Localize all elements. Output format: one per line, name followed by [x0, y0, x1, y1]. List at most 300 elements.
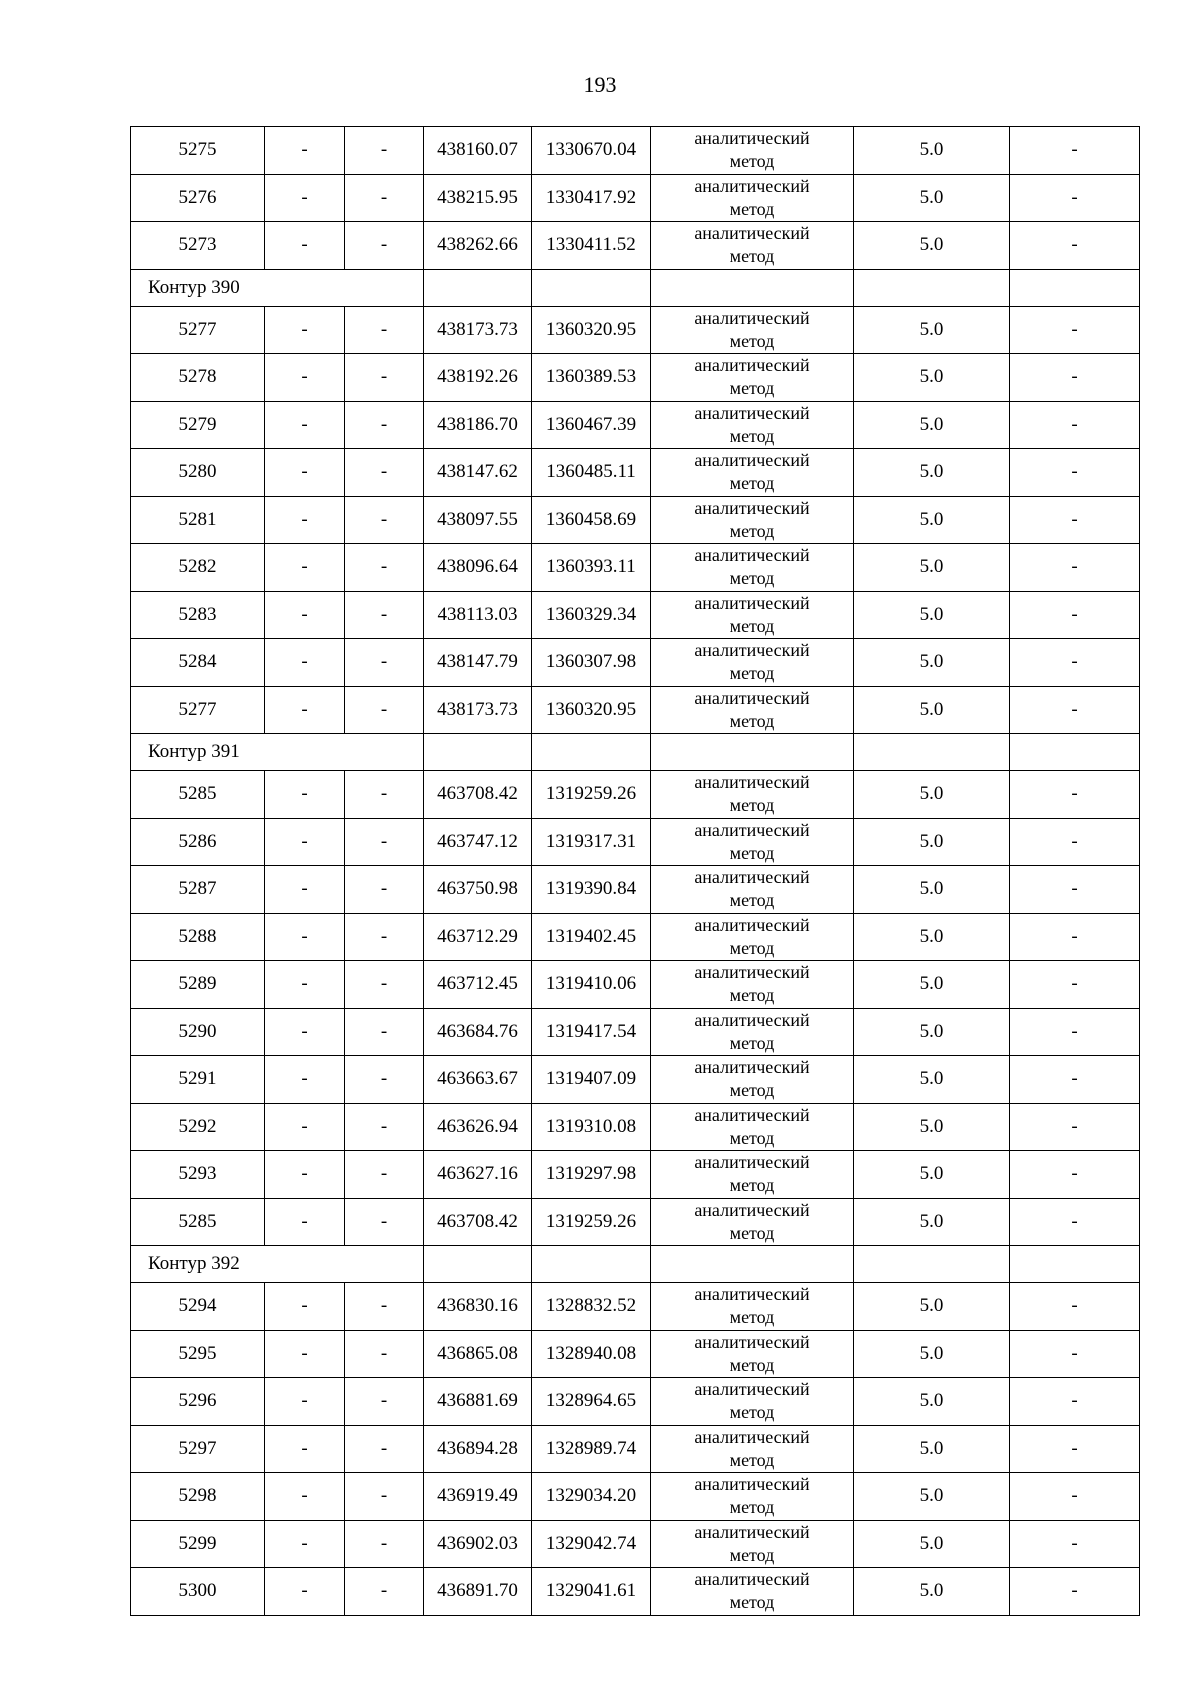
- table-row: [131, 449, 1140, 497]
- last-column-cell: -: [1010, 1103, 1140, 1151]
- page-number: 193: [583, 72, 617, 97]
- method-line-1: аналитический: [694, 497, 810, 518]
- method-line-2: метод: [729, 198, 775, 219]
- accuracy-cell: 5.0: [854, 306, 1010, 354]
- method-cell: [651, 818, 854, 866]
- method-line-2: метод: [729, 425, 775, 446]
- empty-cell: [651, 1246, 854, 1283]
- x-coordinate-cell: 463708.42: [424, 771, 532, 819]
- table-row: [131, 1056, 1140, 1104]
- column-2-cell: -: [265, 544, 345, 592]
- method-cell: [651, 961, 854, 1009]
- method-line-1: аналитический: [694, 355, 810, 376]
- method-line-2: метод: [729, 842, 775, 863]
- table-row: [131, 1198, 1140, 1246]
- method-line-2: метод: [729, 568, 775, 589]
- method-line-1: аналитический: [694, 223, 810, 244]
- table-row: [131, 1151, 1140, 1199]
- point-id-cell: 5286: [131, 818, 265, 866]
- table-row: [131, 1378, 1140, 1426]
- table-row: [131, 1008, 1140, 1056]
- table-row: [131, 1103, 1140, 1151]
- table-row: [131, 401, 1140, 449]
- y-coordinate-cell: 1360458.69: [532, 496, 651, 544]
- column-3-cell: -: [345, 544, 424, 592]
- accuracy-cell: 5.0: [854, 354, 1010, 402]
- accuracy-cell: 5.0: [854, 449, 1010, 497]
- method-line-2: метод: [729, 663, 775, 684]
- method-line-2: метод: [729, 1592, 775, 1613]
- method-cell: [651, 306, 854, 354]
- x-coordinate-cell: 436891.70: [424, 1568, 532, 1616]
- point-id-cell: 5277: [131, 306, 265, 354]
- column-2-cell: -: [265, 449, 345, 497]
- x-coordinate-cell: 463663.67: [424, 1056, 532, 1104]
- last-column-cell: -: [1010, 1198, 1140, 1246]
- method-cell: [651, 771, 854, 819]
- point-id-cell: 5273: [131, 222, 265, 270]
- column-3-cell: -: [345, 1056, 424, 1104]
- point-id-cell: 5275: [131, 127, 265, 175]
- accuracy-cell: 5.0: [854, 1473, 1010, 1521]
- method-line-2: метод: [729, 1402, 775, 1423]
- column-2-cell: -: [265, 913, 345, 961]
- last-column-cell: -: [1010, 1283, 1140, 1331]
- accuracy-cell: 5.0: [854, 686, 1010, 734]
- accuracy-cell: 5.0: [854, 1103, 1010, 1151]
- method-line-2: метод: [729, 795, 775, 816]
- table-row: [131, 591, 1140, 639]
- y-coordinate-cell: 1319417.54: [532, 1008, 651, 1056]
- y-coordinate-cell: 1319310.08: [532, 1103, 651, 1151]
- method-cell: [651, 913, 854, 961]
- y-coordinate-cell: 1360320.95: [532, 686, 651, 734]
- method-cell: [651, 1151, 854, 1199]
- accuracy-cell: 5.0: [854, 1008, 1010, 1056]
- contour-label: Контур 390: [131, 269, 424, 306]
- x-coordinate-cell: 438160.07: [424, 127, 532, 175]
- column-3-cell: -: [345, 496, 424, 544]
- method-line-2: метод: [729, 246, 775, 267]
- column-2-cell: -: [265, 686, 345, 734]
- method-line-2: метод: [729, 378, 775, 399]
- method-line-1: аналитический: [694, 687, 810, 708]
- method-cell: [651, 866, 854, 914]
- x-coordinate-cell: 438262.66: [424, 222, 532, 270]
- column-3-cell: -: [345, 1520, 424, 1568]
- method-cell: [651, 1198, 854, 1246]
- column-3-cell: -: [345, 1473, 424, 1521]
- table-row: [131, 222, 1140, 270]
- y-coordinate-cell: 1360320.95: [532, 306, 651, 354]
- column-2-cell: -: [265, 639, 345, 687]
- method-cell: [651, 639, 854, 687]
- method-line-2: метод: [729, 890, 775, 911]
- column-3-cell: -: [345, 591, 424, 639]
- accuracy-cell: 5.0: [854, 771, 1010, 819]
- table-row: [131, 866, 1140, 914]
- table-row: [131, 1425, 1140, 1473]
- last-column-cell: -: [1010, 354, 1140, 402]
- table-row: [131, 1568, 1140, 1616]
- point-id-cell: 5288: [131, 913, 265, 961]
- method-cell: [651, 1473, 854, 1521]
- column-2-cell: -: [265, 961, 345, 1009]
- method-line-1: аналитический: [694, 1569, 810, 1590]
- method-line-2: метод: [729, 615, 775, 636]
- method-line-1: аналитический: [694, 1057, 810, 1078]
- point-id-cell: 5294: [131, 1283, 265, 1331]
- empty-cell: [854, 269, 1010, 306]
- method-line-2: метод: [729, 1222, 775, 1243]
- y-coordinate-cell: 1330670.04: [532, 127, 651, 175]
- method-cell: [651, 127, 854, 175]
- contour-label: Контур 392: [131, 1246, 424, 1283]
- point-id-cell: 5298: [131, 1473, 265, 1521]
- column-2-cell: -: [265, 1520, 345, 1568]
- method-cell: [651, 449, 854, 497]
- point-id-cell: 5279: [131, 401, 265, 449]
- empty-cell: [1010, 269, 1140, 306]
- column-3-cell: -: [345, 818, 424, 866]
- method-cell: [651, 1378, 854, 1426]
- x-coordinate-cell: 463684.76: [424, 1008, 532, 1056]
- point-id-cell: 5293: [131, 1151, 265, 1199]
- accuracy-cell: 5.0: [854, 1425, 1010, 1473]
- table-row: [131, 1473, 1140, 1521]
- last-column-cell: -: [1010, 1520, 1140, 1568]
- y-coordinate-cell: 1319297.98: [532, 1151, 651, 1199]
- y-coordinate-cell: 1360307.98: [532, 639, 651, 687]
- x-coordinate-cell: 438186.70: [424, 401, 532, 449]
- method-line-1: аналитический: [694, 402, 810, 423]
- method-line-1: аналитический: [694, 1284, 810, 1305]
- accuracy-cell: 5.0: [854, 1330, 1010, 1378]
- coordinates-table: [130, 126, 1140, 1616]
- x-coordinate-cell: 436919.49: [424, 1473, 532, 1521]
- method-cell: [651, 1520, 854, 1568]
- column-3-cell: -: [345, 449, 424, 497]
- method-line-2: метод: [729, 1032, 775, 1053]
- column-3-cell: -: [345, 401, 424, 449]
- empty-cell: [532, 1246, 651, 1283]
- accuracy-cell: 5.0: [854, 1378, 1010, 1426]
- x-coordinate-cell: 436894.28: [424, 1425, 532, 1473]
- y-coordinate-cell: 1360485.11: [532, 449, 651, 497]
- method-line-2: метод: [729, 1497, 775, 1518]
- column-3-cell: -: [345, 174, 424, 222]
- method-line-2: метод: [729, 473, 775, 494]
- empty-cell: [651, 734, 854, 771]
- column-2-cell: -: [265, 1198, 345, 1246]
- accuracy-cell: 5.0: [854, 639, 1010, 687]
- method-line-1: аналитический: [694, 1009, 810, 1030]
- x-coordinate-cell: 438097.55: [424, 496, 532, 544]
- contour-header-row: [131, 269, 1140, 306]
- point-id-cell: 5289: [131, 961, 265, 1009]
- y-coordinate-cell: 1319410.06: [532, 961, 651, 1009]
- accuracy-cell: 5.0: [854, 818, 1010, 866]
- y-coordinate-cell: 1360467.39: [532, 401, 651, 449]
- column-3-cell: -: [345, 1378, 424, 1426]
- last-column-cell: -: [1010, 1425, 1140, 1473]
- table-row: [131, 174, 1140, 222]
- table-row: [131, 913, 1140, 961]
- point-id-cell: 5290: [131, 1008, 265, 1056]
- last-column-cell: -: [1010, 771, 1140, 819]
- method-line-2: метод: [729, 1080, 775, 1101]
- column-3-cell: -: [345, 222, 424, 270]
- point-id-cell: 5292: [131, 1103, 265, 1151]
- last-column-cell: -: [1010, 449, 1140, 497]
- x-coordinate-cell: 436865.08: [424, 1330, 532, 1378]
- point-id-cell: 5276: [131, 174, 265, 222]
- y-coordinate-cell: 1319390.84: [532, 866, 651, 914]
- accuracy-cell: 5.0: [854, 1198, 1010, 1246]
- y-coordinate-cell: 1330417.92: [532, 174, 651, 222]
- x-coordinate-cell: 438096.64: [424, 544, 532, 592]
- last-column-cell: -: [1010, 1378, 1140, 1426]
- x-coordinate-cell: 438215.95: [424, 174, 532, 222]
- method-line-1: аналитический: [694, 914, 810, 935]
- method-cell: [651, 544, 854, 592]
- accuracy-cell: 5.0: [854, 1568, 1010, 1616]
- column-3-cell: -: [345, 354, 424, 402]
- y-coordinate-cell: 1360393.11: [532, 544, 651, 592]
- y-coordinate-cell: 1329041.61: [532, 1568, 651, 1616]
- y-coordinate-cell: 1328964.65: [532, 1378, 651, 1426]
- method-cell: [651, 401, 854, 449]
- x-coordinate-cell: 438113.03: [424, 591, 532, 639]
- column-2-cell: -: [265, 1473, 345, 1521]
- y-coordinate-cell: 1329042.74: [532, 1520, 651, 1568]
- contour-label: Контур 391: [131, 734, 424, 771]
- method-cell: [651, 1008, 854, 1056]
- column-2-cell: -: [265, 1330, 345, 1378]
- point-id-cell: 5285: [131, 771, 265, 819]
- method-line-1: аналитический: [694, 1331, 810, 1352]
- empty-cell: [651, 269, 854, 306]
- column-2-cell: -: [265, 401, 345, 449]
- table-row: [131, 639, 1140, 687]
- y-coordinate-cell: 1360329.34: [532, 591, 651, 639]
- y-coordinate-cell: 1360389.53: [532, 354, 651, 402]
- table-row: [131, 1330, 1140, 1378]
- table-row: [131, 1283, 1140, 1331]
- x-coordinate-cell: 463627.16: [424, 1151, 532, 1199]
- method-line-2: метод: [729, 937, 775, 958]
- column-3-cell: -: [345, 1198, 424, 1246]
- point-id-cell: 5287: [131, 866, 265, 914]
- method-line-2: метод: [729, 520, 775, 541]
- column-2-cell: -: [265, 1103, 345, 1151]
- last-column-cell: -: [1010, 686, 1140, 734]
- method-line-2: метод: [729, 1544, 775, 1565]
- column-3-cell: -: [345, 127, 424, 175]
- column-3-cell: -: [345, 1568, 424, 1616]
- y-coordinate-cell: 1319259.26: [532, 771, 651, 819]
- table-row: [131, 771, 1140, 819]
- y-coordinate-cell: 1319259.26: [532, 1198, 651, 1246]
- method-line-1: аналитический: [694, 819, 810, 840]
- method-line-1: аналитический: [694, 1152, 810, 1173]
- column-3-cell: -: [345, 639, 424, 687]
- column-3-cell: -: [345, 913, 424, 961]
- method-cell: [651, 174, 854, 222]
- point-id-cell: 5280: [131, 449, 265, 497]
- last-column-cell: -: [1010, 591, 1140, 639]
- point-id-cell: 5281: [131, 496, 265, 544]
- table-row: [131, 496, 1140, 544]
- last-column-cell: -: [1010, 866, 1140, 914]
- x-coordinate-cell: 438173.73: [424, 306, 532, 354]
- y-coordinate-cell: 1319407.09: [532, 1056, 651, 1104]
- method-cell: [651, 222, 854, 270]
- contour-header-row: [131, 734, 1140, 771]
- method-line-1: аналитический: [694, 545, 810, 566]
- method-line-1: аналитический: [694, 1379, 810, 1400]
- table-row: [131, 686, 1140, 734]
- method-cell: [651, 686, 854, 734]
- point-id-cell: 5283: [131, 591, 265, 639]
- method-line-1: аналитический: [694, 772, 810, 793]
- table-row: [131, 544, 1140, 592]
- column-2-cell: -: [265, 1056, 345, 1104]
- accuracy-cell: 5.0: [854, 591, 1010, 639]
- last-column-cell: -: [1010, 544, 1140, 592]
- last-column-cell: -: [1010, 639, 1140, 687]
- last-column-cell: -: [1010, 913, 1140, 961]
- method-line-2: метод: [729, 151, 775, 172]
- point-id-cell: 5278: [131, 354, 265, 402]
- column-3-cell: -: [345, 866, 424, 914]
- x-coordinate-cell: 463747.12: [424, 818, 532, 866]
- method-line-2: метод: [729, 1175, 775, 1196]
- column-2-cell: -: [265, 174, 345, 222]
- point-id-cell: 5291: [131, 1056, 265, 1104]
- method-line-1: аналитический: [694, 592, 810, 613]
- empty-cell: [424, 269, 532, 306]
- point-id-cell: 5282: [131, 544, 265, 592]
- accuracy-cell: 5.0: [854, 1520, 1010, 1568]
- method-line-2: метод: [729, 330, 775, 351]
- last-column-cell: -: [1010, 1008, 1140, 1056]
- accuracy-cell: 5.0: [854, 496, 1010, 544]
- x-coordinate-cell: 436830.16: [424, 1283, 532, 1331]
- method-line-2: метод: [729, 985, 775, 1006]
- accuracy-cell: 5.0: [854, 222, 1010, 270]
- x-coordinate-cell: 463626.94: [424, 1103, 532, 1151]
- table-row: [131, 306, 1140, 354]
- method-cell: [651, 1103, 854, 1151]
- column-2-cell: -: [265, 496, 345, 544]
- method-line-2: метод: [729, 1307, 775, 1328]
- point-id-cell: 5277: [131, 686, 265, 734]
- method-line-1: аналитический: [694, 1474, 810, 1495]
- method-cell: [651, 1330, 854, 1378]
- last-column-cell: -: [1010, 306, 1140, 354]
- column-3-cell: -: [345, 1008, 424, 1056]
- empty-cell: [1010, 734, 1140, 771]
- table-body: [131, 127, 1140, 1616]
- x-coordinate-cell: 438147.62: [424, 449, 532, 497]
- x-coordinate-cell: 436881.69: [424, 1378, 532, 1426]
- y-coordinate-cell: 1330411.52: [532, 222, 651, 270]
- method-cell: [651, 591, 854, 639]
- column-2-cell: -: [265, 127, 345, 175]
- x-coordinate-cell: 436902.03: [424, 1520, 532, 1568]
- y-coordinate-cell: 1328832.52: [532, 1283, 651, 1331]
- last-column-cell: -: [1010, 1151, 1140, 1199]
- column-3-cell: -: [345, 1425, 424, 1473]
- accuracy-cell: 5.0: [854, 401, 1010, 449]
- point-id-cell: 5284: [131, 639, 265, 687]
- last-column-cell: -: [1010, 1473, 1140, 1521]
- method-line-2: метод: [729, 1449, 775, 1470]
- table-row: [131, 127, 1140, 175]
- column-2-cell: -: [265, 1425, 345, 1473]
- column-2-cell: -: [265, 1151, 345, 1199]
- point-id-cell: 5297: [131, 1425, 265, 1473]
- table-row: [131, 1520, 1140, 1568]
- column-2-cell: -: [265, 1008, 345, 1056]
- method-line-1: аналитический: [694, 128, 810, 149]
- method-line-2: метод: [729, 710, 775, 731]
- method-line-2: метод: [729, 1127, 775, 1148]
- point-id-cell: 5285: [131, 1198, 265, 1246]
- column-2-cell: -: [265, 1378, 345, 1426]
- contour-header-row: [131, 1246, 1140, 1283]
- column-2-cell: -: [265, 222, 345, 270]
- column-3-cell: -: [345, 771, 424, 819]
- column-2-cell: -: [265, 1283, 345, 1331]
- accuracy-cell: 5.0: [854, 961, 1010, 1009]
- empty-cell: [424, 1246, 532, 1283]
- empty-cell: [532, 269, 651, 306]
- accuracy-cell: 5.0: [854, 1283, 1010, 1331]
- method-cell: [651, 1425, 854, 1473]
- last-column-cell: -: [1010, 496, 1140, 544]
- column-3-cell: -: [345, 1103, 424, 1151]
- accuracy-cell: 5.0: [854, 174, 1010, 222]
- column-2-cell: -: [265, 1568, 345, 1616]
- point-id-cell: 5296: [131, 1378, 265, 1426]
- last-column-cell: -: [1010, 174, 1140, 222]
- empty-cell: [424, 734, 532, 771]
- method-cell: [651, 496, 854, 544]
- column-3-cell: -: [345, 1151, 424, 1199]
- method-line-1: аналитический: [694, 1104, 810, 1125]
- accuracy-cell: 5.0: [854, 1151, 1010, 1199]
- point-id-cell: 5300: [131, 1568, 265, 1616]
- method-line-2: метод: [729, 1354, 775, 1375]
- point-id-cell: 5299: [131, 1520, 265, 1568]
- x-coordinate-cell: 438147.79: [424, 639, 532, 687]
- table-row: [131, 354, 1140, 402]
- method-cell: [651, 1283, 854, 1331]
- table-row: [131, 961, 1140, 1009]
- x-coordinate-cell: 463750.98: [424, 866, 532, 914]
- column-2-cell: -: [265, 818, 345, 866]
- method-cell: [651, 354, 854, 402]
- method-line-1: аналитический: [694, 450, 810, 471]
- x-coordinate-cell: 463712.45: [424, 961, 532, 1009]
- x-coordinate-cell: 438173.73: [424, 686, 532, 734]
- last-column-cell: -: [1010, 1568, 1140, 1616]
- last-column-cell: -: [1010, 401, 1140, 449]
- table-row: [131, 818, 1140, 866]
- empty-cell: [854, 1246, 1010, 1283]
